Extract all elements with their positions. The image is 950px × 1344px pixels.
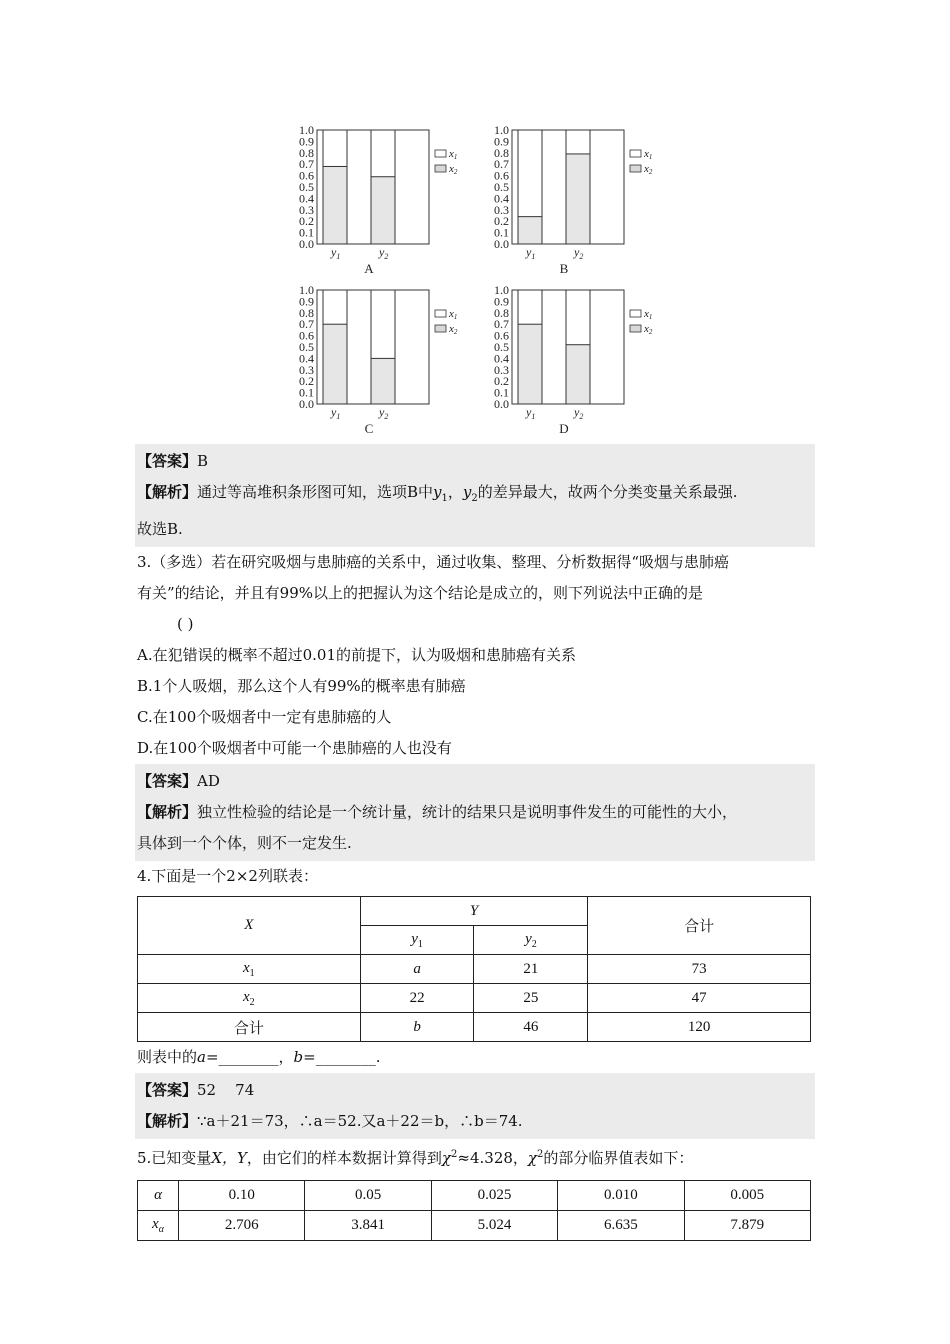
expl-var: y (462, 483, 472, 501)
x-category-sub: 1 (336, 412, 341, 421)
y-tick-label: 0.3 (494, 362, 509, 377)
x-category-label: $y_1$ (526, 405, 536, 421)
bar-x2-segment (323, 166, 347, 244)
panel-label: A (364, 261, 374, 276)
chart-a (285, 118, 480, 278)
cell: b (360, 1013, 474, 1042)
y-tick-label: 0.5 (299, 340, 314, 354)
header-total: 合计 (588, 897, 811, 955)
y-tick-label: 0.2 (494, 374, 509, 389)
legend-swatch-x1 (435, 150, 446, 157)
y-tick-label: 0.8 (494, 305, 509, 320)
header-y2: $y_2$ (474, 926, 588, 955)
x-category-label: $y_2$ (574, 405, 584, 421)
text: 5.已知变量 (137, 1149, 212, 1167)
y-tick-label: 0.9 (299, 134, 314, 149)
cell: 0.025 (431, 1181, 557, 1211)
legend-swatch-x1 (630, 150, 641, 157)
q5-stem: 5.已知变量X，Y，由它们的样本数据计算得到$\chi^2\approx 4.328$，$\chi^2$的部分临界值表如下： (137, 1149, 694, 1167)
y-tick-label: 0.3 (299, 202, 314, 217)
sub: α (158, 1224, 164, 1235)
expl-text: ， (447, 483, 463, 501)
text: 则表中的 (137, 1048, 198, 1066)
legend-sub: 2 (453, 328, 458, 336)
cell: 2.706 (179, 1211, 305, 1241)
q2-explanation-line-1: 【解析】通过等高堆积条形图可知，选项B中$y_1$，$y_2$的差异最大，故两个分类变量关系最强. (137, 483, 738, 504)
y-tick-label: 0.1 (299, 225, 314, 240)
q4-answer-box (135, 1073, 815, 1139)
y-tick-label: 0.4 (494, 351, 509, 366)
y-tick-label: 0.0 (494, 397, 509, 411)
legend-sub: 1 (453, 153, 458, 161)
expl-text: 的差异最大，故两个分类变量关系最强. (477, 483, 738, 501)
var: b (293, 1048, 304, 1066)
expl-text: ∵a＋21＝73，∴a＝52.又a＋22＝b，∴b＝74. (197, 1112, 523, 1130)
y-tick-label: 0.2 (494, 214, 509, 229)
legend-label-x2: x2 (644, 323, 653, 336)
chart-b (480, 118, 675, 278)
x-category-sub: 2 (384, 252, 389, 261)
x-category-sub: 1 (531, 252, 536, 261)
legend-sub: 1 (648, 153, 653, 161)
q3-answer-line (137, 766, 813, 797)
q3-explanation-line-1 (137, 797, 813, 828)
row-label: α (138, 1181, 179, 1211)
cell: 5.024 (431, 1211, 557, 1241)
legend-swatch-x2 (630, 165, 641, 172)
y-tick-label: 0.1 (494, 225, 509, 240)
text: =________. (303, 1048, 381, 1066)
table-row (138, 1181, 811, 1211)
y-tick-label: 0.5 (299, 180, 314, 194)
x-category-label: $y_1$ (331, 245, 341, 261)
var: x (242, 988, 250, 1005)
q3-option-a: A.在犯错误的概率不超过0.01的前提下，认为吸烟和患肺癌有关系 (137, 646, 577, 664)
y-tick-label: 0.9 (494, 134, 509, 149)
x-category-sub: 2 (579, 252, 584, 261)
q3-option-c: C.在100个吸烟者中一定有患肺癌的人 (137, 708, 392, 726)
cell: 22 (360, 984, 474, 1013)
table-row (138, 955, 811, 984)
q2-answer-box (135, 444, 815, 547)
legend-sub: 2 (648, 328, 653, 336)
q4-stem: 4.下面是一个2×2列联表： (137, 867, 318, 885)
var: y (411, 930, 418, 947)
explanation-label: 【解析】 (137, 803, 198, 821)
legend-sub: 2 (453, 168, 458, 176)
y-tick-label: 0.7 (494, 157, 509, 172)
y-tick-label: 0.5 (494, 180, 509, 194)
panel-label: B (559, 261, 569, 276)
legend-label-x2: x2 (644, 163, 653, 176)
y-tick-label: 0.8 (299, 145, 314, 160)
bar-x2-segment (518, 324, 542, 404)
chart-b-svg (480, 118, 675, 278)
y-tick-label: 0.6 (299, 168, 314, 183)
row-label: 合计 (138, 1013, 361, 1042)
answer-label: 【答案】 (137, 772, 198, 790)
q3-answer-box (135, 764, 815, 861)
critical-value-table (137, 1180, 811, 1241)
y-tick-label: 0.1 (299, 385, 314, 400)
q3-paren: ( ) (177, 615, 194, 633)
chart-d-svg (480, 278, 675, 438)
y-tick-label: 0.4 (299, 351, 314, 366)
chart-d (480, 278, 675, 438)
chart-a-svg (285, 118, 480, 278)
cell: 6.635 (558, 1211, 684, 1241)
x-category-label: $y_1$ (331, 405, 341, 421)
var: χ (441, 1149, 452, 1167)
chart-c-svg (285, 278, 480, 438)
y-tick-label: 0.3 (494, 202, 509, 217)
legend-label-x1: x1 (644, 148, 653, 161)
cell: 46 (474, 1013, 588, 1042)
bar-x2-segment (518, 217, 542, 244)
y-tick-label: 0.7 (299, 317, 314, 332)
x-category-label: $y_1$ (526, 245, 536, 261)
q3-option-b: B.1个人吸烟，那么这个人有99%的概率患有肺癌 (137, 677, 466, 695)
stacked-bar-charts (285, 118, 675, 438)
cell: 0.010 (558, 1181, 684, 1211)
answer-label: 【答案】 (137, 452, 198, 470)
text: =________， (205, 1048, 294, 1066)
table-row (138, 1211, 811, 1241)
expl-var: y (433, 483, 442, 501)
y-tick-label: 0.7 (299, 157, 314, 172)
x-category-label: $y_2$ (379, 245, 389, 261)
legend-swatch-x1 (630, 310, 641, 317)
cell: 21 (474, 955, 588, 984)
panel-label: D (559, 421, 569, 436)
answer-value: 52 74 (197, 1081, 255, 1099)
y-tick-label: 0.9 (494, 294, 509, 309)
y-tick-label: 0.2 (299, 214, 314, 229)
q3-stem-line-1: 3.（多选）若在研究吸烟与患肺癌的关系中，通过收集、整理、分析数据得“吸烟与患肺癌 (137, 553, 729, 571)
contingency-table (137, 896, 811, 1042)
q2-answer-line (137, 446, 813, 477)
y-tick-label: 0.4 (299, 191, 314, 206)
cell: a (360, 955, 474, 984)
q3-stem-line-2: 有关”的结论，并且有99%以上的把握认为这个结论是成立的，则下列说法中正确的是 (137, 584, 704, 602)
cell: 3.841 (305, 1211, 431, 1241)
cell: 0.05 (305, 1181, 431, 1211)
x-category-sub: 1 (336, 252, 341, 261)
y-tick-label: 1.0 (299, 283, 314, 297)
bar-x2-segment (566, 345, 590, 404)
y-tick-label: 0.6 (494, 328, 509, 343)
y-tick-label: 0.3 (299, 362, 314, 377)
q4-answer-line (137, 1075, 813, 1106)
answer-value: AD (197, 772, 220, 790)
q3-option-d: D.在100个吸烟者中可能一个患肺癌的人也没有 (137, 739, 452, 757)
x-category-sub: 1 (531, 412, 536, 421)
content (137, 444, 813, 1241)
var: a (197, 1048, 206, 1066)
cell: 47 (588, 984, 811, 1013)
legend-swatch-x1 (435, 310, 446, 317)
bar-x2-segment (566, 154, 590, 244)
x-category-label: $y_2$ (574, 245, 584, 261)
legend-label-x1: x1 (449, 308, 458, 321)
y-tick-label: 1.0 (494, 123, 509, 137)
header-x: X (138, 897, 361, 955)
table-row (138, 1013, 811, 1042)
header-y: Y (360, 897, 588, 926)
y-tick-label: 0.0 (299, 237, 314, 251)
var: y (525, 930, 532, 947)
bar-x2-segment (371, 358, 395, 404)
cell: 120 (588, 1013, 811, 1042)
y-tick-label: 0.0 (299, 397, 314, 411)
cell: 25 (474, 984, 588, 1013)
explanation-label: 【解析】 (137, 483, 198, 501)
y-tick-label: 0.6 (494, 168, 509, 183)
var: χ (527, 1149, 537, 1167)
legend-label-x1: x1 (644, 308, 653, 321)
text: 的部分临界值表如下： (543, 1149, 694, 1167)
x-category-sub: 2 (579, 412, 584, 421)
explanation-label: 【解析】 (137, 1112, 198, 1130)
legend-sub: 1 (453, 313, 458, 321)
legend-sub: 1 (648, 313, 653, 321)
q4-fill-line (137, 1042, 813, 1073)
var: x (152, 1216, 159, 1232)
legend-label-x1: x1 (449, 148, 458, 161)
cell: 0.005 (684, 1181, 810, 1211)
var: x (242, 959, 250, 976)
x-category-label: $y_2$ (379, 405, 389, 421)
legend-label-x2: x2 (449, 323, 458, 336)
x-category-sub: 2 (384, 412, 389, 421)
y-tick-label: 0.6 (299, 328, 314, 343)
row-label: $x_1$ (138, 955, 361, 984)
y-tick-label: 0.8 (299, 305, 314, 320)
y-tick-label: 1.0 (299, 123, 314, 137)
chart-c (285, 278, 480, 438)
y-tick-label: 0.7 (494, 317, 509, 332)
row-label (138, 1211, 179, 1241)
legend-sub: 2 (648, 168, 653, 176)
expl-text: 独立性检验的结论是一个统计量，统计的结果只是说明事件发生的可能性的大小， (197, 803, 738, 821)
legend-swatch-x2 (435, 165, 446, 172)
y-tick-label: 0.4 (494, 191, 509, 206)
legend-swatch-x2 (435, 325, 446, 332)
text: ≈4.328， (457, 1149, 528, 1167)
cell: 73 (588, 955, 811, 984)
q4-explanation-line (137, 1106, 813, 1137)
y-tick-label: 0.0 (494, 237, 509, 251)
cell: 7.879 (684, 1211, 810, 1241)
y-tick-label: 0.1 (494, 385, 509, 400)
y-tick-label: 0.8 (494, 145, 509, 160)
text: ，由它们的样本数据计算得到 (246, 1149, 442, 1167)
answer-value: B (197, 452, 209, 470)
q3-explanation-line-2: 具体到一个个体，则不一定发生. (137, 834, 352, 852)
answer-label: 【答案】 (137, 1081, 198, 1099)
var: X，Y (211, 1149, 247, 1167)
cell: 0.10 (179, 1181, 305, 1211)
y-tick-label: 1.0 (494, 283, 509, 297)
bar-x2-segment (323, 324, 347, 404)
y-tick-label: 0.2 (299, 374, 314, 389)
row-label: $x_2$ (138, 984, 361, 1013)
expl-text: 通过等高堆积条形图可知，选项B中 (197, 483, 434, 501)
legend-swatch-x2 (630, 325, 641, 332)
q2-explanation-line-2: 故选B. (137, 520, 183, 538)
y-tick-label: 0.9 (299, 294, 314, 309)
header-y1: $y_1$ (360, 926, 474, 955)
y-tick-label: 0.5 (494, 340, 509, 354)
bar-x2-segment (371, 177, 395, 244)
panel-label: C (364, 421, 374, 436)
table-row (138, 984, 811, 1013)
legend-label-x2: x2 (449, 163, 458, 176)
